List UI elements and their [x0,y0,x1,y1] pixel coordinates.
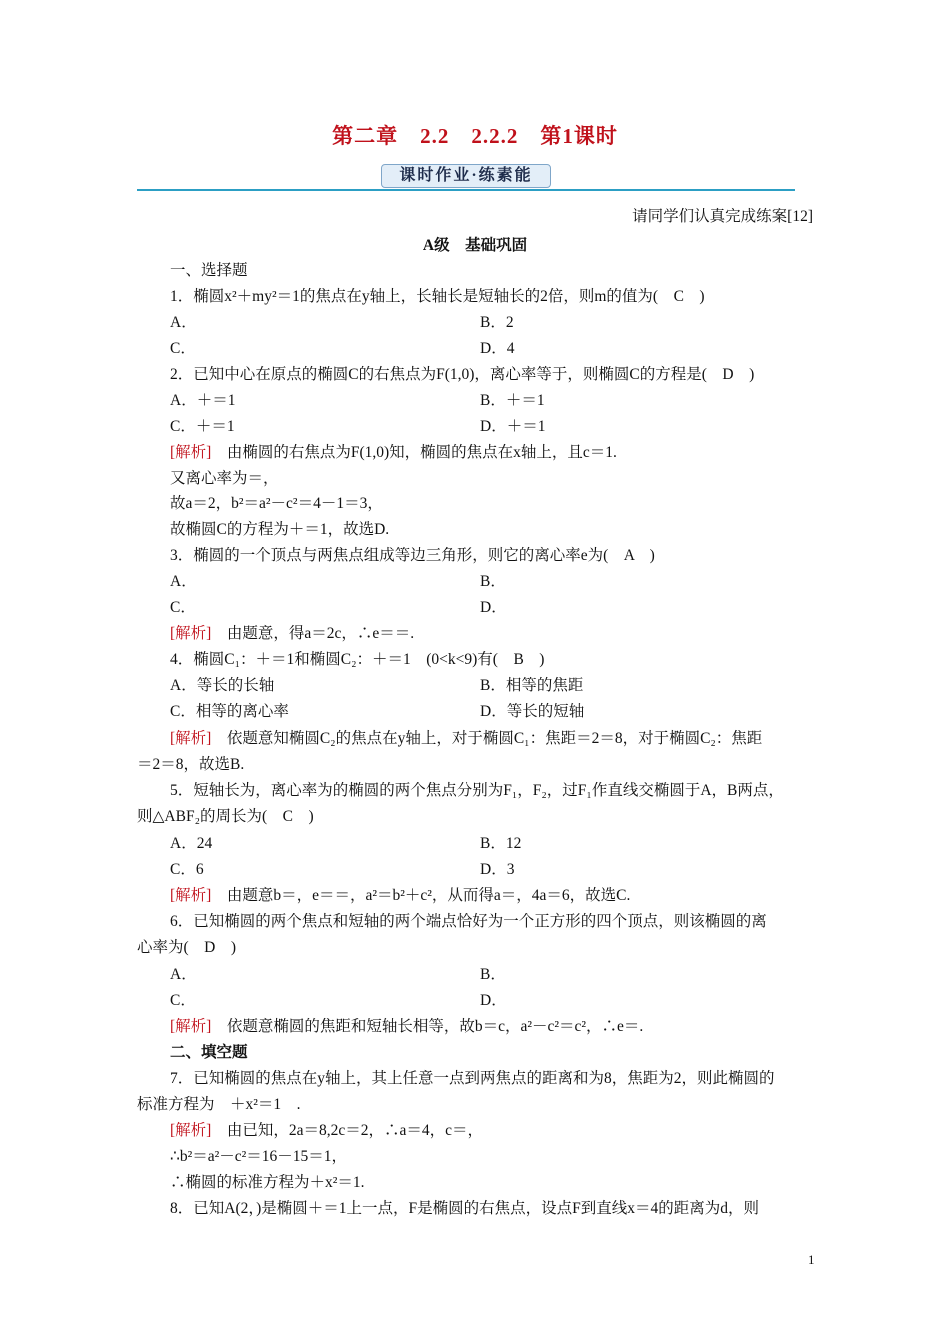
page-number: 1 [808,1252,815,1267]
text-line: [解析] 由椭圆的右焦点为F(1,0)知，椭圆的焦点在x轴上，且c＝1. [170,444,617,461]
text-line: [解析] 由已知，2a＝8,2c＝2，∴a＝4，c＝， [170,1122,483,1139]
text-line: C．6 [170,861,204,878]
text-line: 故a＝2，b²＝a²－c²＝4－1＝3， [170,495,383,512]
page-title: 第二章 2.2 2.2.2 第1课时 [332,124,618,148]
text-line: A．＋＝1 [170,392,236,409]
section-banner: 课时作业·练素能 [381,164,551,188]
text-line: A．等长的长轴 [170,677,275,694]
text-line: 则△ABF₂的周长为( C ) [137,808,314,825]
analysis-tag: [解析] [170,1122,212,1139]
text-line: 标准方程为 ＋x²＝1 . [137,1096,301,1113]
text-line: [解析] 依题意椭圆的焦距和短轴长相等，故b＝c，a²－c²＝c²，∴e＝. [170,1018,644,1035]
text-line: C．相等的离心率 [170,703,289,720]
analysis-tag: [解析] [170,1018,212,1035]
text-line: 8．已知A(2，)是椭圆＋＝1上一点，F是椭圆的右焦点，设点F到直线x＝4的距离为d，则 [170,1200,760,1217]
analysis-tag: [解析] [170,730,212,747]
text-line: B．12 [480,835,522,852]
analysis-tag: [解析] [170,887,212,904]
text-line: C． [170,992,196,1009]
text-line: C． [170,599,196,616]
text-line: D．3 [480,861,515,878]
analysis-tag: [解析] [170,444,212,461]
text-line: A． [170,573,197,590]
text-line: B． [480,573,506,590]
text-line: 故椭圆C的方程为＋＝1，故选D. [170,521,390,538]
text-line: 7．已知椭圆的焦点在y轴上，其上任意一点到两焦点的距离和为8，焦距为2，则此椭圆的 [170,1070,775,1087]
text-line: D．等长的短轴 [480,703,585,720]
text-line: ∴椭圆的标准方程为＋x²＝1. [170,1174,365,1191]
text-line: A． [170,966,197,983]
text-line: 2．已知中心在原点的椭圆C的右焦点为F(1,0)，离心率等于，则椭圆C的方程是( D ) [170,366,755,383]
text-line: 心率为( D ) [137,939,237,956]
text-line: [解析] 依题意知椭圆C₂的焦点在y轴上，对于椭圆C₁：焦距＝2＝8，对于椭圆C₂：焦距 [170,730,763,747]
text-line: B．相等的焦距 [480,677,584,694]
text-line: [解析] 由题意，得a＝2c，∴e＝＝. [170,625,415,642]
analysis-tag: [解析] [170,625,212,642]
text-line: A级 基础巩固 [422,237,528,254]
text-line: C．＋＝1 [170,418,235,435]
text-line: 1．椭圆x²＋my²＝1的焦点在y轴上，长轴长是短轴长的2倍，则m的值为( C ) [170,288,705,305]
text-line: D． [480,992,507,1009]
text-line: 4．椭圆C₁：＋＝1和椭圆C₂：＋＝1 (0<k<9)有( B ) [170,651,545,668]
text-line: B．2 [480,314,514,331]
text-line: ∴b²＝a²－c²＝16－15＝1， [170,1148,348,1165]
text-line: B． [480,966,506,983]
text-line: 一、选择题 [170,262,248,279]
text-line: [解析] 由题意b＝，e＝＝，a²＝b²＋c²，从而得a＝，4a＝6，故选C. [170,887,631,904]
text-line: C． [170,340,196,357]
text-line: 3．椭圆的一个顶点与两焦点组成等边三角形，则它的离心率e为( A ) [170,547,655,564]
text-line: D．＋＝1 [480,418,546,435]
text-line: 请同学们认真完成练案[12] [632,208,813,225]
text-line: D． [480,599,507,616]
text-line: A．24 [170,835,213,852]
text-line: D．4 [480,340,515,357]
text-line: A． [170,314,197,331]
text-line: 6．已知椭圆的两个焦点和短轴的两个端点恰好为一个正方形的四个顶点，则该椭圆的离 [170,913,767,930]
text-line: B．＋＝1 [480,392,545,409]
text-line: 5．短轴长为，离心率为的椭圆的两个焦点分别为F₁，F₂，过F₁作直线交椭圆于A，B两点， [170,782,784,799]
header-divider [137,189,795,191]
text-line: 二、填空题 [170,1044,248,1061]
text-line: 又离心率为＝， [170,470,279,487]
text-line: ＝2＝8，故选B. [137,756,245,773]
